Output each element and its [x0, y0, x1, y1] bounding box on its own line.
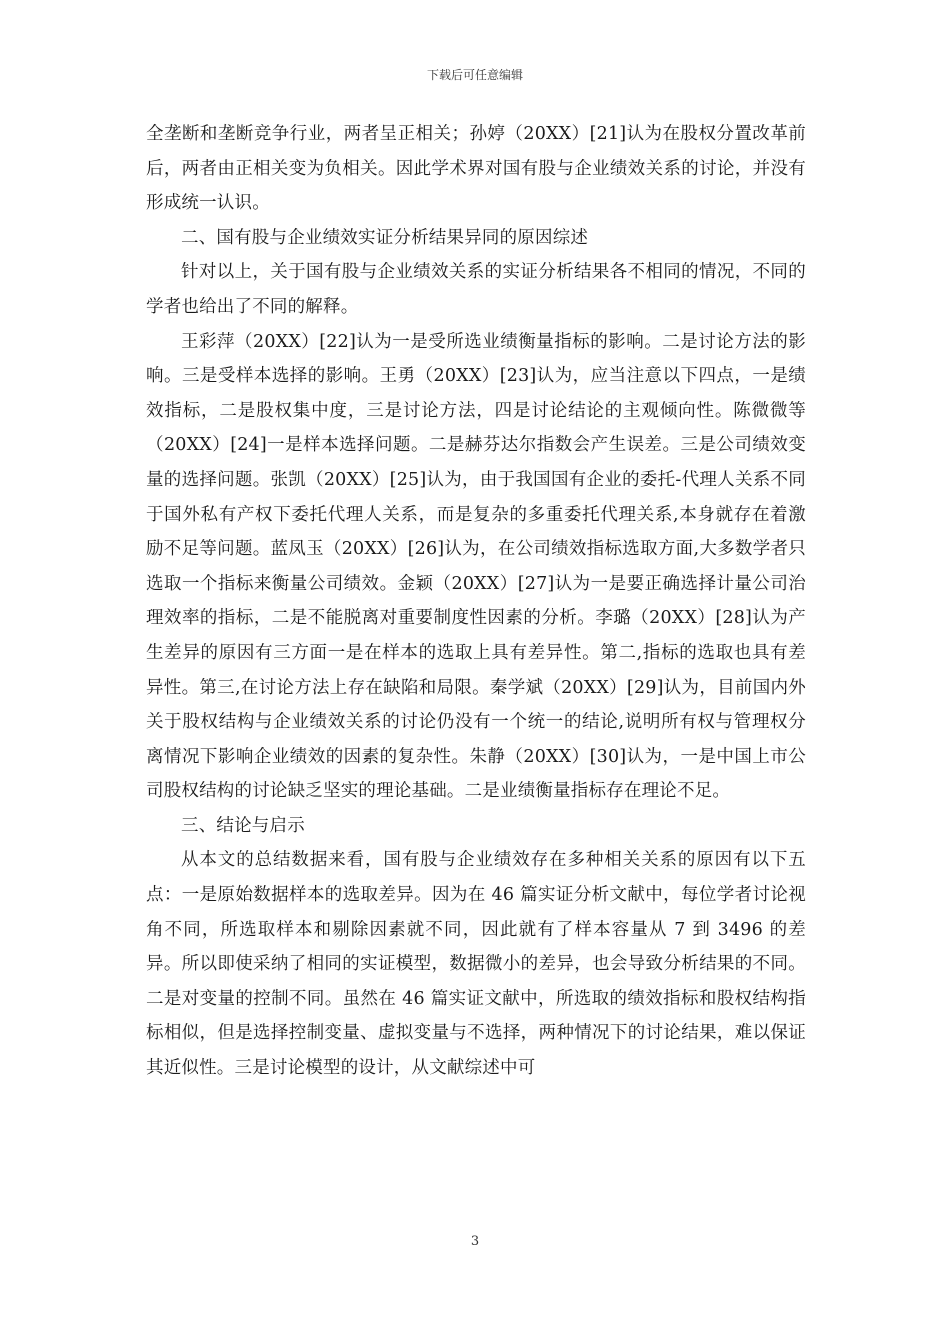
page-header: 下载后可任意编辑: [426, 68, 523, 82]
paragraph-continuation: 全垄断和垄断竞争行业，两者呈正相关；孙婷（20XX）[21]认为在股权分置改革前后，两者由正相关变为负相关。因此学术界对国有股与企业绩效关系的讨论，并没有形成统一认识。: [146, 124, 806, 214]
section-heading-3: 三、结论与启示: [181, 815, 305, 836]
document-body: [146, 117, 806, 1086]
paragraph-literature-review: 王彩萍（20XX）[22]认为一是受所选业绩衡量指标的影响。二是讨论方法的影响。三是受样本选择的影响。王勇（20XX）[23]认为，应当注意以下四点，一是绩效指标，二是股权集中度，三是讨论方法，四是讨论结论的主观倾向性。陈微微等（20XX）[24]一是样本选择问题。二是赫芬达尔指数会产生误差。三是公司绩效变量的选择问题。张凯（20XX）[25]认为，由于我国国有企业的委托-代理人关系不同于国外私有产权下委托代理人关系，而是复杂的多重委托代理关系,本身就存在着激励不足等问题。蓝凤玉（20XX）[26]认为，在公司绩效指标选取方面,大多数学者只选取一个指标来衡量公司绩效。金颖（20XX）[27]认为一是要正确选择计量公司治理效率的指标，二是不能脱离对重要制度性因素的分析。李璐（20XX）[28]认为产生差异的原因有三方面一是在样本的选取上具有差异性。第二,指标的选取也具有差异性。第三,在讨论方法上存在缺陷和局限。秦学斌（20XX）[29]认为，目前国内外关于股权结构与企业绩效关系的讨论仍没有一个统一的结论,说明所有权与管理权分离情况下影响企业绩效的因素的复杂性。朱静（20XX）[30]认为，一是中国上市公司股权结构的讨论缺乏坚实的理论基础。二是业绩衡量指标存在理论不足。: [146, 331, 806, 802]
section-heading-2: 二、国有股与企业绩效实证分析结果异同的原因综述: [181, 227, 589, 248]
paragraph-intro: 针对以上，关于国有股与企业绩效关系的实证分析结果各不相同的情况，不同的学者也给出了不同的解释。: [146, 262, 806, 317]
page-number: 3: [470, 1234, 480, 1249]
paragraph-conclusion: 从本文的总结数据来看，国有股与企业绩效存在多种相关关系的原因有以下五点：一是原始数据样本的选取差异。因为在 46 篇实证分析文献中，每位学者讨论视角不同，所选取样本和剔除因素就不同，因此就有了样本容量从 7 到 3496 的差异。所以即使采纳了相同的实证模型，数据微小的差异，也会导致分析结果的不同。二是对变量的控制不同。虽然在 46 篇实证文献中，所选取的绩效指标和股权结构指标相似，但是选择控制变量、虚拟变量与不选择，两种情况下的讨论结果，难以保证其近似性。三是讨论模型的设计，从文献综述中可: [146, 850, 806, 1079]
